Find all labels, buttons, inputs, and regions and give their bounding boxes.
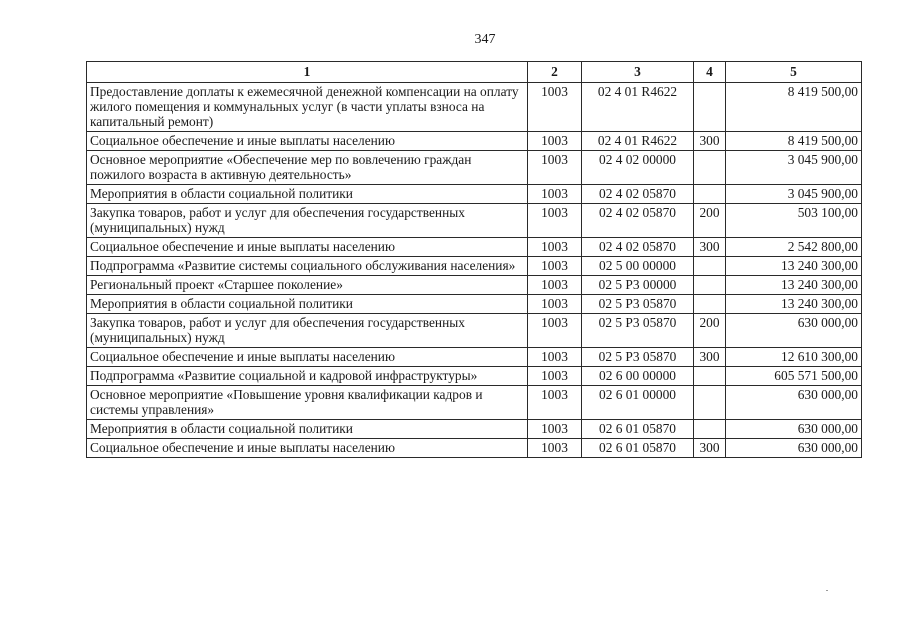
row-type-cell [694,295,726,314]
row-target-cell: 02 5 P3 05870 [582,314,694,348]
row-section-cell: 1003 [528,420,582,439]
row-target-cell: 02 4 02 05870 [582,185,694,204]
row-target-cell: 02 6 01 00000 [582,386,694,420]
column-header-amount: 5 [726,62,862,83]
row-name-cell: Подпрограмма «Развитие социальной и кадровой инфраструктуры» [87,367,528,386]
row-amount-cell: 12 610 300,00 [726,348,862,367]
table-row [87,276,862,295]
row-target-cell: 02 5 P3 00000 [582,276,694,295]
table-row [87,439,862,458]
column-header-type: 4 [694,62,726,83]
row-type-cell [694,151,726,185]
table-row [87,204,862,238]
row-amount-cell: 630 000,00 [726,386,862,420]
table-row [87,257,862,276]
row-name-cell: Социальное обеспечение и иные выплаты населению [87,439,528,458]
row-amount-cell: 3 045 900,00 [726,185,862,204]
column-header-name: 1 [87,62,528,83]
row-amount-cell: 13 240 300,00 [726,295,862,314]
row-name-cell: Региональный проект «Старшее поколение» [87,276,528,295]
row-type-cell [694,83,726,132]
table-row [87,420,862,439]
row-target-cell: 02 5 P3 05870 [582,295,694,314]
row-type-cell: 300 [694,348,726,367]
row-name-cell: Подпрограмма «Развитие системы социального обслуживания населения» [87,257,528,276]
row-section-cell: 1003 [528,348,582,367]
row-name-cell: Основное мероприятие «Обеспечение мер по вовлечению граждан пожилого возраста в активную деятельность» [87,151,528,185]
row-target-cell: 02 4 02 05870 [582,238,694,257]
row-section-cell: 1003 [528,386,582,420]
row-name-cell: Социальное обеспечение и иные выплаты населению [87,348,528,367]
row-name-cell: Закупка товаров, работ и услуг для обеспечения государственных (муниципальных) нужд [87,204,528,238]
header-row [87,62,862,83]
row-name-cell: Основное мероприятие «Повышение уровня квалификации кадров и системы управления» [87,386,528,420]
row-section-cell: 1003 [528,257,582,276]
row-target-cell: 02 4 01 R4622 [582,83,694,132]
row-section-cell: 1003 [528,132,582,151]
row-amount-cell: 8 419 500,00 [726,132,862,151]
row-target-cell: 02 6 01 05870 [582,420,694,439]
row-amount-cell: 630 000,00 [726,420,862,439]
row-type-cell: 200 [694,314,726,348]
row-type-cell [694,386,726,420]
row-type-cell: 300 [694,238,726,257]
column-header-target: 3 [582,62,694,83]
row-type-cell [694,420,726,439]
table-row [87,386,862,420]
row-type-cell [694,185,726,204]
page-number: 347 [474,32,496,47]
row-target-cell: 02 5 P3 05870 [582,348,694,367]
row-name-cell: Мероприятия в области социальной политики [87,420,528,439]
table-row [87,295,862,314]
row-section-cell: 1003 [528,204,582,238]
table-row [87,238,862,257]
row-target-cell: 02 6 01 05870 [582,439,694,458]
row-target-cell: 02 4 02 00000 [582,151,694,185]
table-row [87,185,862,204]
row-amount-cell: 630 000,00 [726,439,862,458]
row-type-cell [694,276,726,295]
row-amount-cell: 13 240 300,00 [726,257,862,276]
row-amount-cell: 3 045 900,00 [726,151,862,185]
row-section-cell: 1003 [528,276,582,295]
row-amount-cell: 503 100,00 [726,204,862,238]
row-section-cell: 1003 [528,185,582,204]
row-type-cell: 300 [694,132,726,151]
row-type-cell: 200 [694,204,726,238]
row-amount-cell: 13 240 300,00 [726,276,862,295]
row-name-cell: Социальное обеспечение и иные выплаты населению [87,238,528,257]
row-amount-cell: 2 542 800,00 [726,238,862,257]
table-row [87,83,862,132]
table-row [87,132,862,151]
row-name-cell: Мероприятия в области социальной политики [87,185,528,204]
row-amount-cell: 8 419 500,00 [726,83,862,132]
row-amount-cell: 630 000,00 [726,314,862,348]
column-header-section: 2 [528,62,582,83]
row-type-cell [694,367,726,386]
row-target-cell: 02 4 01 R4622 [582,132,694,151]
table-row [87,314,862,348]
scan-speck [826,590,828,591]
row-section-cell: 1003 [528,238,582,257]
row-name-cell: Мероприятия в области социальной политики [87,295,528,314]
row-section-cell: 1003 [528,295,582,314]
budget-table [86,61,862,458]
row-amount-cell: 605 571 500,00 [726,367,862,386]
row-name-cell: Закупка товаров, работ и услуг для обеспечения государственных (муниципальных) нужд [87,314,528,348]
row-name-cell: Предоставление доплаты к ежемесячной денежной компенсации на оплату жилого помещения и коммунальных услуг (в части уплаты взноса на капитальный ремонт) [87,83,528,132]
row-section-cell: 1003 [528,83,582,132]
table-row [87,348,862,367]
table-body [87,83,862,458]
table-header [87,62,862,83]
row-type-cell: 300 [694,439,726,458]
table-row [87,367,862,386]
row-section-cell: 1003 [528,151,582,185]
row-target-cell: 02 4 02 05870 [582,204,694,238]
row-section-cell: 1003 [528,314,582,348]
row-type-cell [694,257,726,276]
row-target-cell: 02 5 00 00000 [582,257,694,276]
table-row [87,151,862,185]
row-name-cell: Социальное обеспечение и иные выплаты населению [87,132,528,151]
row-section-cell: 1003 [528,367,582,386]
row-target-cell: 02 6 00 00000 [582,367,694,386]
row-section-cell: 1003 [528,439,582,458]
